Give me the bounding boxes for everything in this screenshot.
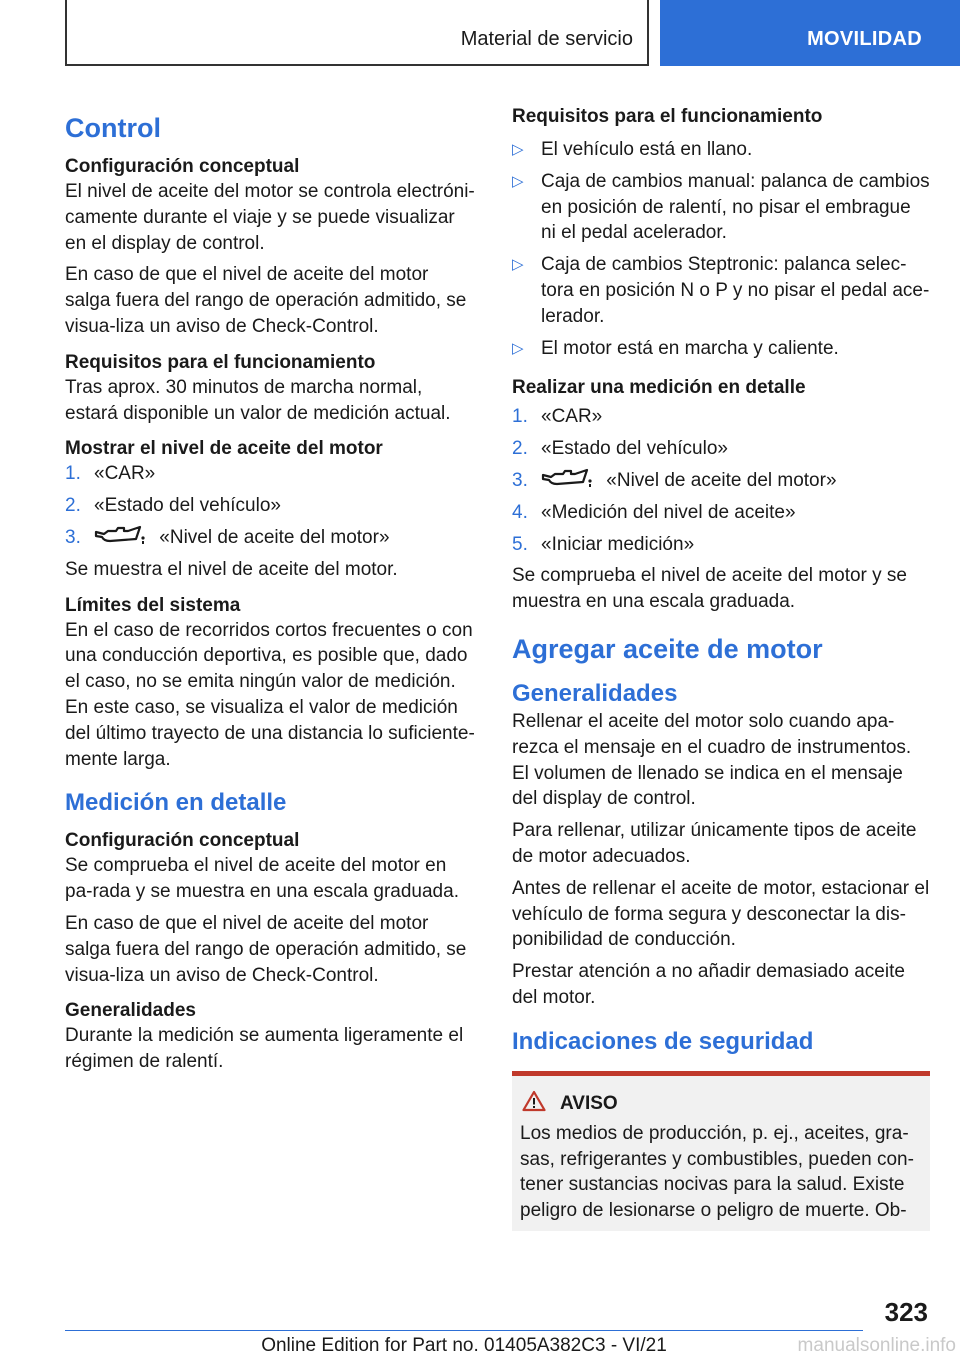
step-item (512, 436, 930, 462)
paragraph-prestar: Prestar atención a no añadir demasiado aceite del motor. (512, 961, 905, 1008)
watermark: manualsonline.info (797, 1335, 956, 1356)
right-column (512, 100, 930, 1231)
step-text: «Medición del nivel de aceite» (541, 501, 796, 523)
heading-control: Control (65, 113, 161, 143)
header-section-box (65, 0, 649, 66)
page-number: 323 (884, 1297, 928, 1327)
step-text: «Iniciar medición» (541, 533, 695, 555)
heading-generalidades: Generalidades (65, 1000, 196, 1022)
paragraph-tipos: Para rellenar, utilizar únicamente tipos de aceite de motor adecuados. (512, 820, 917, 867)
bullet-text: El vehículo está en llano. (541, 139, 753, 160)
heading-limites: Límites del sistema (65, 594, 241, 616)
triangle-right-icon: ▷ (512, 256, 524, 274)
warning-box (512, 1071, 930, 1231)
paragraph-rellenar: Rellenar el aceite del motor solo cuando apa-rezca el mensaje en el cuadro de instrumentos. El volumen de llenado se indica en el mensaje del display de control. (512, 710, 912, 810)
step-item (65, 493, 479, 519)
heading-seguridad: Indicaciones de seguridad (512, 1027, 814, 1055)
warning-title-text: AVISO (560, 1092, 618, 1114)
step-item (512, 500, 930, 526)
bullet-text: Caja de cambios manual: palanca de cambios en posición de ralentí, no pisar el embrague ni el pedal acelerador. (541, 170, 930, 244)
header-chapter-title: MOVILIDAD (807, 28, 922, 50)
list-item (512, 336, 930, 362)
step-number: 4. (512, 501, 528, 523)
heading-requisitos-right: Requisitos para el funcionamiento (512, 106, 823, 127)
list-item (512, 137, 930, 163)
triangle-right-icon: ▷ (512, 141, 524, 158)
left-column (65, 100, 479, 1081)
step-number: 5. (512, 533, 528, 555)
paragraph-config: El nivel de aceite del motor se controla electróni-camente durante el viaje y se puede visualizar en el display de control. (65, 181, 475, 254)
step-text: «Nivel de aceite del motor» (159, 526, 390, 548)
triangle-right-icon: ▷ (512, 339, 524, 357)
heading-mostrar: Mostrar el nivel de aceite del motor (65, 438, 383, 460)
header-chapter-tab (660, 0, 960, 66)
footer-edition: Online Edition for Part no. 01405A382C3 - VI/21 (261, 1335, 667, 1356)
step-text: «CAR» (94, 463, 156, 485)
footer-divider (65, 1330, 863, 1331)
step-number: 1. (512, 406, 528, 428)
paragraph-comprueba: Se comprueba el nivel de aceite del motor y se muestra en una escala graduada. (512, 565, 907, 613)
step-item (512, 468, 930, 494)
paragraph-fuera: En caso de que el nivel de aceite del motor salga fuera del rango de operación admitido, se visua-liza un aviso de Check-Control. (65, 264, 467, 337)
heading-requisitos: Requisitos para el funcionamiento (65, 351, 376, 373)
warning-title (520, 1090, 922, 1117)
heading-generalidades-right: Generalidades (512, 679, 678, 707)
paragraph-generalidades: Durante la medición se aumenta ligeramente el régimen de ralentí. (65, 1025, 464, 1073)
list-item (512, 252, 930, 329)
warning-triangle-icon (522, 1090, 546, 1112)
step-item (512, 532, 930, 558)
oil-can-icon (541, 468, 593, 490)
step-text: «Nivel de aceite del motor» (606, 469, 837, 491)
list-item (512, 169, 930, 246)
step-item (512, 404, 930, 430)
paragraph-antes: Antes de rellenar el aceite de motor, estacionar el vehículo de forma segura y desconectar la dis-ponibilidad de conducción. (512, 877, 930, 951)
bullet-text: Caja de cambios Steptronic: palanca selec-tora en posición N o P y no pisar el pedal ace-lerador. (541, 254, 930, 327)
paragraph-muestra: Se muestra el nivel de aceite del motor. (65, 558, 398, 580)
heading-medicion: Medición en detalle (65, 789, 287, 817)
warning-text: Los medios de producción, p. ej., aceites, gra-sas, refrigerantes y combustibles, pueden con-tener sustancias nocivas para la salud. Existe peligro de lesionarse o peligro de muerte. Ob- (520, 1122, 914, 1222)
heading-realizar: Realizar una medición en detalle (512, 377, 806, 399)
step-item (65, 525, 479, 551)
step-text: «CAR» (541, 406, 603, 428)
step-item (65, 461, 479, 487)
heading-agregar: Agregar aceite de motor (512, 633, 823, 664)
paragraph-limites-1: En el caso de recorridos cortos frecuentes o con una conducción deportiva, es posible que, dado el caso, no se emita ningún valor de medición. (65, 619, 473, 693)
heading-config-2: Configuración conceptual (65, 830, 300, 852)
step-number: 1. (65, 463, 81, 485)
paragraph-fuera-2: En caso de que el nivel de aceite del motor salga fuera del rango de operación admitido, se visua-liza un aviso de Check-Control. (65, 912, 467, 986)
step-number: 3. (65, 526, 81, 548)
step-text: «Estado del vehículo» (94, 495, 281, 517)
bullet-text: El motor está en marcha y caliente. (541, 337, 839, 359)
step-text: «Estado del vehículo» (541, 438, 728, 460)
step-number: 2. (65, 495, 81, 517)
paragraph-limites-2: En este caso, se visualiza el valor de medición del último trayecto de una distancia lo suficiente-mente larga. (65, 696, 475, 770)
triangle-right-icon: ▷ (512, 172, 524, 190)
oil-can-icon (94, 525, 146, 547)
paragraph-config-2: Se comprueba el nivel de aceite del motor en pa-rada y se muestra en una escala graduada. (65, 855, 459, 903)
header-section-title: Material de servicio (460, 28, 633, 50)
step-number: 3. (512, 469, 528, 491)
heading-config: Configuración conceptual (65, 156, 300, 177)
step-number: 2. (512, 438, 528, 460)
paragraph-requisitos: Tras aprox. 30 minutos de marcha normal, estará disponible un valor de medición actual. (65, 376, 451, 424)
